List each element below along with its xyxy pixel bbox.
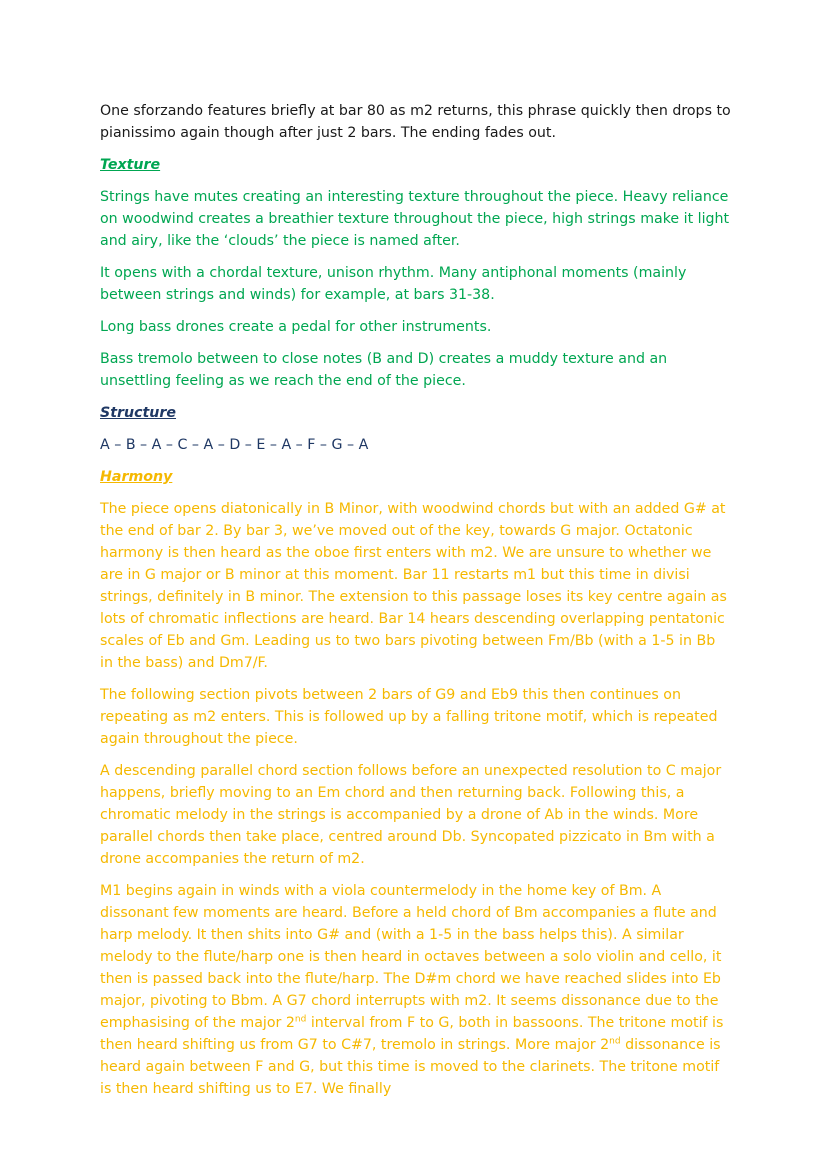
texture-paragraph-2: It opens with a chordal texture, unison rhythm. Many antiphonal moments (mainly between strings and winds) for example, at bars 31-38. <box>100 265 687 303</box>
harmony-heading-text: Harmony <box>100 469 173 485</box>
texture-heading-text: Texture <box>100 157 161 173</box>
ordinal-suffix: nd <box>609 1036 621 1047</box>
harmony-p4-part-c: dissonance is heard again between F and G, but this time is moved to the clarinets. The tritone motif is then heard shifting us to E7. We finally <box>100 1037 721 1097</box>
intro-paragraph: One sforzando features briefly at bar 80 as m2 returns, this phrase quickly then drops to pianissimo again though after just 2 bars. The ending fades out. <box>100 103 731 141</box>
harmony-paragraph-4 <box>100 880 732 1100</box>
document-body <box>100 100 732 1110</box>
texture-heading <box>100 154 732 176</box>
ordinal-suffix: nd <box>294 1014 307 1025</box>
harmony-heading <box>100 466 732 488</box>
structure-heading <box>100 402 732 424</box>
harmony-paragraph-2: The following section pivots between 2 bars of G9 and Eb9 this then continues on repeating as m2 enters. This is followed up by a falling tritone motif, which is repeated again throughout the piece. <box>100 687 718 747</box>
harmony-paragraph-1: The piece opens diatonically in B Minor, with woodwind chords but with an added G# at the end of bar 2. By bar 3, we’ve moved out of the key, towards G major. Octatonic harmony is then heard as the oboe first enters with m2. We are unsure to whether we are in G major or B minor at this moment. Bar 11 restarts m1 but this time in divisi strings, definitely in B minor. The extension to this passage loses its key centre again as lots of chromatic inflections are heard. Bar 14 hears descending overlapping pentatonic scales of Eb and Gm. Leading us to two bars pivoting between Fm/Bb (with a 1-5 in Bb in the bass) and Dm7/F. <box>100 501 727 671</box>
structure-form: A – B – A – C – A – D – E – A – F – G – A <box>100 437 369 453</box>
texture-paragraph-1: Strings have mutes creating an interesting texture throughout the piece. Heavy reliance on woodwind creates a breathier texture throughout the piece, high strings make it light and airy, like the ‘clouds’ the piece is named after. <box>100 189 730 249</box>
harmony-p4-part-a: M1 begins again in winds with a viola countermelody in the home key of Bm. A dissonant few moments are heard. Before a held chord of Bm accompanies a flute and harp melody. It then shits into G# and (with a 1-5 in the bass helps this). A similar melody to the flute/harp one is then heard in octaves between a solo violin and cello, it then is passed back into the flute/harp. The D#m chord we have reached slides into Eb major, pivoting to Bbm. A G7 chord interrupts with m2. It seems dissonance due to the emphasising of the major 2 <box>100 883 722 1031</box>
texture-paragraph-4: Bass tremolo between to close notes (B and D) creates a muddy texture and an unsettling feeling as we reach the end of the piece. <box>100 351 668 389</box>
texture-paragraph-3: Long bass drones create a pedal for other instruments. <box>100 319 492 335</box>
harmony-p4-part-b: interval from F to G, both in bassoons. The tritone motif is then heard shifting us from G7 to C#7, tremolo in strings. More major 2 <box>100 1015 724 1053</box>
harmony-paragraph-3: A descending parallel chord section follows before an unexpected resolution to C major happens, briefly moving to an Em chord and then returning back. Following this, a chromatic melody in the strings is accompanied by a drone of Ab in the winds. More parallel chords then take place, centred around Db. Syncopated pizzicato in Bm with a drone accompanies the return of m2. <box>100 763 722 867</box>
structure-heading-text: Structure <box>100 405 177 421</box>
